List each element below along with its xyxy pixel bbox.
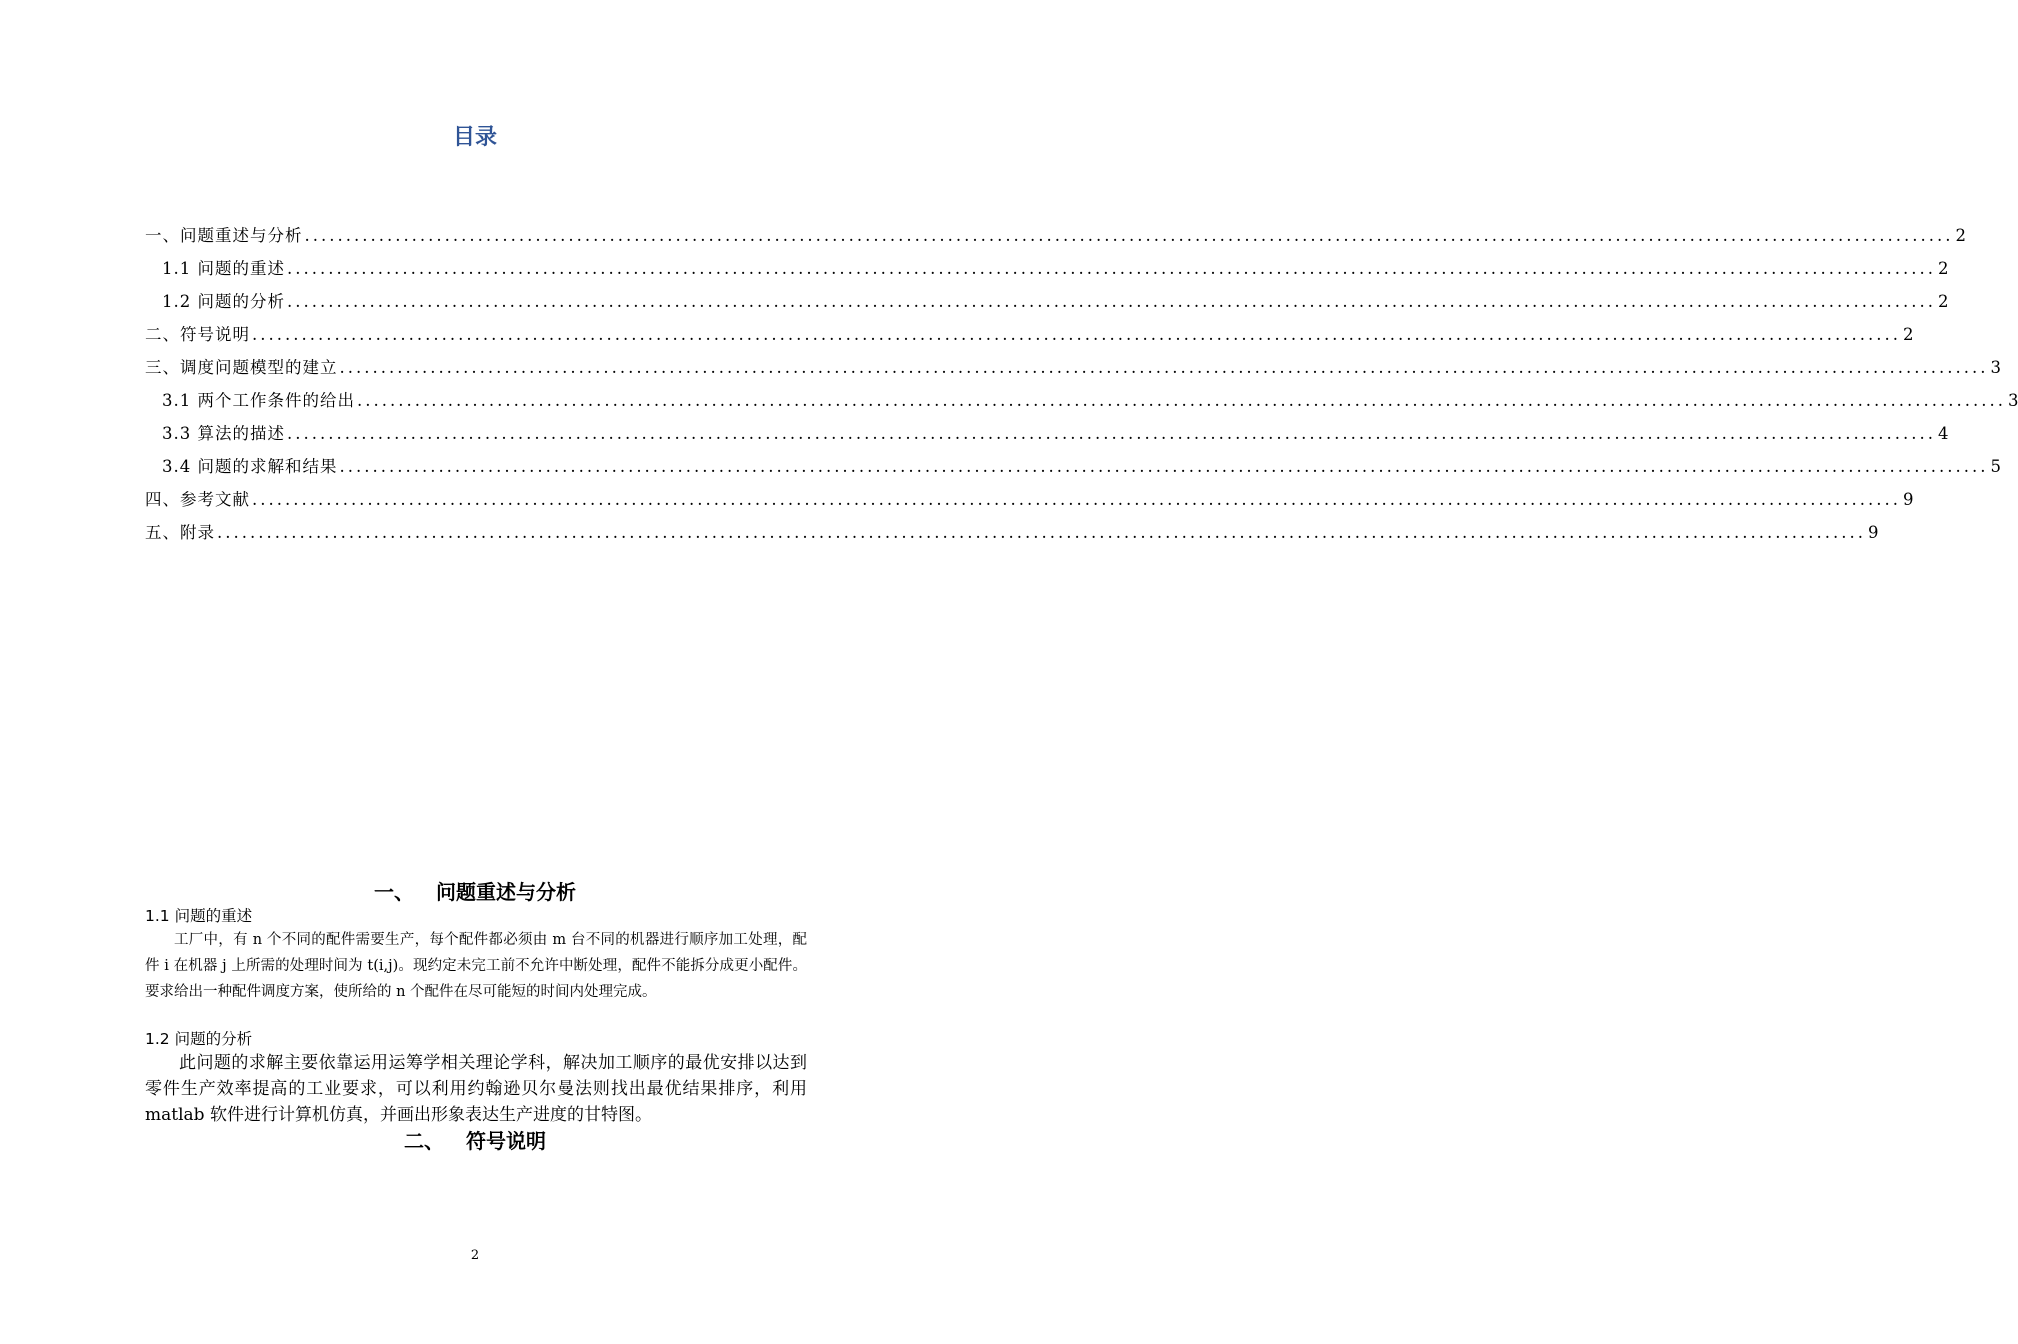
toc-entry-label: 3.3 算法的描述 — [162, 424, 285, 443]
subsection-1-1-heading: 1.1 问题的重述 — [145, 907, 253, 925]
toc-title: 目录 — [452, 125, 497, 150]
toc-leader-dots: ........................................................................................................................................................................................................ — [287, 292, 1936, 311]
toc-entry[interactable] — [145, 487, 1914, 520]
toc-entry-label: 3.4 问题的求解和结果 — [162, 457, 338, 476]
toc-entry-label: 四、参考文献 — [145, 490, 250, 509]
section-1-number: 一、 — [374, 880, 414, 904]
page-number: 2 — [470, 1248, 480, 1263]
toc-leader-dots: ........................................................................................................................................................................................................ — [304, 226, 1954, 245]
toc-entry-page: 2 — [1902, 325, 1914, 344]
toc-entry-page: 9 — [1867, 523, 1879, 542]
toc-entry-label: 一、问题重述与分析 — [145, 226, 303, 245]
section-1-title: 问题重述与分析 — [436, 880, 576, 904]
toc-entry[interactable] — [145, 388, 2018, 421]
toc-entry-page: 2 — [1937, 292, 1949, 311]
toc-entry-page: 4 — [1937, 424, 1949, 443]
section-2-title: 符号说明 — [466, 1129, 546, 1153]
toc-leader-dots: ........................................................................................................................................................................................................ — [339, 358, 1989, 377]
toc-entry[interactable] — [145, 289, 1949, 322]
toc-leader-dots: ........................................................................................................................................................................................................ — [339, 457, 1989, 476]
toc-entry-page: 2 — [1937, 259, 1949, 278]
toc-entry[interactable] — [145, 454, 2001, 487]
section-2-number: 二、 — [404, 1129, 444, 1153]
toc-entry-label: 1.1 问题的重述 — [162, 259, 285, 278]
toc-entry-label: 三、调度问题模型的建立 — [145, 358, 338, 377]
toc-entry-label: 3.1 两个工作条件的给出 — [162, 391, 355, 410]
subsection-1-1-paragraph: 工厂中，有 n 个不同的配件需要生产，每个配件都必须由 m 台不同的机器进行顺序加工处理，配件 i 在机器 j 上所需的处理时间为 t(i,j)。现约定未完工前不允许中断处理，配件不能拆分成更小配件。要求给出一种配件调度方案，使所给的 n 个配件在尽可能短的时间内处理完成。 — [145, 932, 807, 1000]
subsection-1-2-heading: 1.2 问题的分析 — [145, 1030, 253, 1048]
toc-leader-dots: ........................................................................................................................................................................................................ — [252, 325, 1901, 344]
subsection-1-2-paragraph: 此问题的求解主要依靠运用运筹学相关理论学科，解决加工顺序的最优安排以达到零件生产效率提高的工业要求，可以利用约翰逊贝尔曼法则找出最优结果排序，利用 matlab 软件进行计算机仿真，并画出形象表达生产进度的甘特图。 — [145, 1053, 807, 1125]
toc-entry-page: 3 — [1990, 358, 2001, 377]
toc-leader-dots: ........................................................................................................................................................................................................ — [217, 523, 1866, 542]
toc-entry-label: 二、符号说明 — [145, 325, 250, 344]
toc-entry[interactable] — [145, 421, 1949, 454]
toc-leader-dots: ........................................................................................................................................................................................................ — [287, 424, 1936, 443]
toc-leader-dots: ........................................................................................................................................................................................................ — [252, 490, 1901, 509]
section-2-heading — [0, 1125, 950, 1154]
toc-entry-label: 五、附录 — [145, 523, 215, 542]
toc-entry[interactable] — [145, 256, 1949, 289]
toc-leader-dots: ........................................................................................................................................................................................................ — [357, 391, 2006, 410]
toc-entry-page: 5 — [1990, 457, 2001, 476]
toc-entry-page: 2 — [1955, 226, 1966, 245]
toc-entry[interactable] — [145, 223, 1966, 256]
toc-leader-dots: ........................................................................................................................................................................................................ — [287, 259, 1936, 278]
section-1-heading — [0, 876, 950, 905]
toc-entry[interactable] — [145, 322, 1914, 355]
toc-entry[interactable] — [145, 355, 2001, 388]
table-of-contents — [145, 223, 2018, 553]
toc-entry-label: 1.2 问题的分析 — [162, 292, 285, 311]
toc-entry-page: 3 — [2007, 391, 2018, 410]
toc-entry-page: 9 — [1902, 490, 1914, 509]
toc-entry[interactable] — [145, 520, 1879, 553]
